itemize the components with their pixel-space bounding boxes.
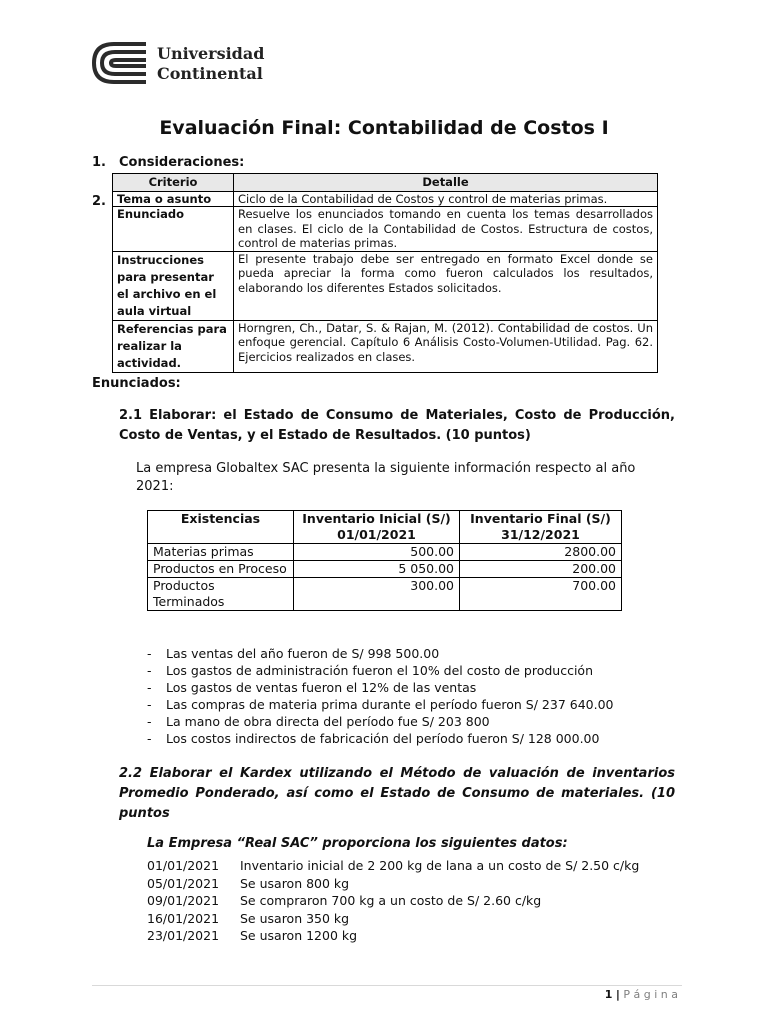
inventory-initial: 5 050.00 [294,561,460,578]
table-row [113,320,658,372]
list-item: - La mano de obra directa del período fue S/ 203 800 [143,713,683,730]
inventory-final: 200.00 [460,561,622,578]
logo-line-2: Continental [157,64,263,83]
entry-date: 16/01/2021 [147,910,220,926]
university-logo [92,42,265,86]
question-2-2-title: 2.2 Elaborar el Kardex utilizando el Método de valuación de inventarios Promedio Ponderado, así como el Estado de Consumo de materiales. (10 puntos [119,766,675,821]
criteria-key: Instrucciones para presentar el archivo en el aula virtual [113,251,234,320]
entry-text: Se usaron 800 kg [240,875,350,891]
inventory-item: Productos Terminados [148,578,294,611]
table-row [113,207,658,252]
inventory-item: Productos en Proceso [148,561,294,578]
page-word: P á g i n a [623,988,678,1001]
entry-date: 05/01/2021 [147,875,220,891]
inventory-item: Materias primas [148,544,294,561]
inventory-initial: 300.00 [294,578,460,611]
criteria-key: Tema o asunto [113,191,234,207]
page-footer [605,988,678,1001]
criteria-header-row [113,174,658,192]
enunciados-heading: Enunciados: [92,376,181,391]
entry-text: Se compraron 700 kg a un costo de S/ 2.60 c/kg [240,893,542,908]
footer-divider [92,985,682,986]
inventory-table [147,510,622,611]
table-row [148,561,622,578]
entry-date: 09/01/2021 [147,893,220,908]
inventory-final: 2800.00 [460,544,622,561]
list-item: - Los gastos de ventas fueron el 12% de las ventas [143,679,683,696]
list-item: - Los costos indirectos de fabricación del período fueron S/ 128 000.00 [143,730,683,747]
criteria-value: Ciclo de la Contabilidad de Costos y control de materias primas. [234,191,658,207]
list-item: - Las compras de materia prima durante el período fueron S/ 237 640.00 [143,696,683,713]
question-2-1-title: 2.1 Elaborar: el Estado de Consumo de Materiales, Costo de Producción, Costo de Ventas, y el Estado de Resultados. (10 puntos) [119,408,675,443]
document-title: Evaluación Final: Contabilidad de Costos I [159,117,609,139]
list-item [147,927,677,945]
list-item [147,892,677,910]
table-row [148,578,622,611]
criteria-value: Resuelve los enunciados tomando en cuenta los temas desarrollados en clases. El ciclo de la Contabilidad de Costos. Estructura de costos, control de materias primas. [234,207,658,252]
criteria-value: El presente trabajo debe ser entregado en formato Excel donde se pueda apreciar la forma como fueron calculados los resultados, elaborando los diferentes Estados solicitados. [234,251,658,320]
table-row [148,544,622,561]
criteria-key: Referencias para realizar la actividad. [113,320,234,372]
question-2-2-intro: La Empresa “Real SAC” proporciona los siguientes datos: [147,836,568,851]
inventory-header-initial: Inventario Inicial (S/) 01/01/2021 [294,511,460,544]
entry-date: 23/01/2021 [147,928,220,943]
inventory-header-existencias: Existencias [148,511,294,544]
kardex-entries [147,857,677,945]
entry-text: Se usaron 350 kg [240,910,350,926]
table-row [113,191,658,207]
list-item: - Los gastos de administración fueron el 10% del costo de producción [143,662,683,679]
criteria-header-detalle: Detalle [234,174,658,192]
list-item [147,857,677,875]
page-number: 1 [604,988,613,1001]
criteria-header-criterio: Criterio [113,174,234,192]
criteria-value: Horngren, Ch., Datar, S. & Rajan, M. (2012). Contabilidad de costos. Un enfoque gerencial. Capítulo 6 Análisis Costo-Volumen-Utilidad. Pag. 62. Ejercicios realizados en clases. [234,320,658,372]
inventory-header-final: Inventario Final (S/) 31/12/2021 [460,511,622,544]
criteria-key: Enunciado [113,207,234,252]
list-item [147,910,677,928]
page-separator: | [615,988,620,1001]
list-item [147,875,677,893]
criteria-table [112,173,658,373]
entry-date: 01/01/2021 [147,858,220,873]
inventory-final: 700.00 [460,578,622,611]
list-item: - Las ventas del año fueron de S/ 998 500.00 [143,645,683,662]
question-2-1-bullets [143,645,683,747]
question-2-1-intro: La empresa Globaltex SAC presenta la siguiente información respecto al año 2021: [136,461,636,494]
logo-mark-icon [92,42,148,84]
entry-text: Inventario inicial de 2 200 kg de lana a un costo de S/ 2.50 c/kg [240,858,640,873]
logo-line-1: Universidad [157,44,265,63]
section-1-number: 1. [92,155,106,170]
inventory-header-row [148,511,622,544]
section-1-label: Consideraciones: [119,155,245,170]
inventory-initial: 500.00 [294,544,460,561]
entry-text: Se usaron 1200 kg [240,928,358,943]
table-row [113,251,658,320]
section-2-number: 2. [92,194,106,209]
